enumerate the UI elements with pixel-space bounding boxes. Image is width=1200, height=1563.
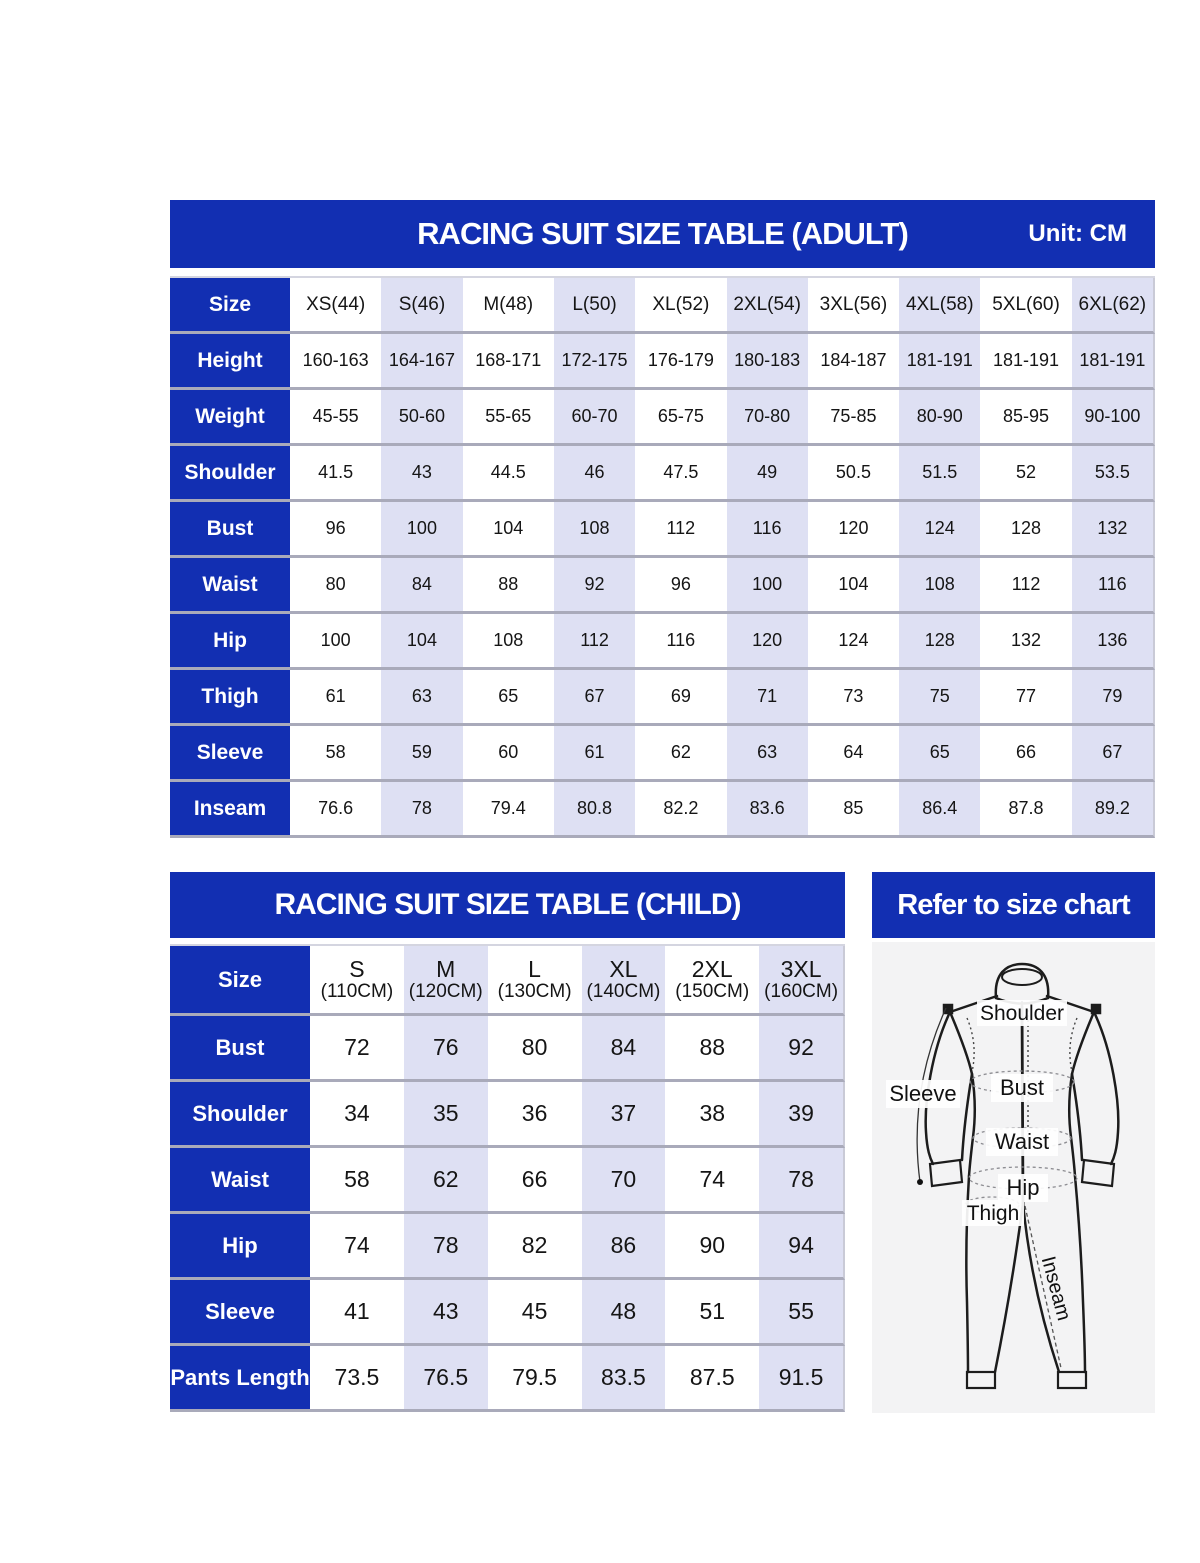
size-header-cell: 6XL(62) — [1072, 278, 1153, 331]
size-chart-title: Refer to size chart — [897, 888, 1130, 921]
value-cell: 47.5 — [640, 446, 721, 499]
value-cell: 34 — [315, 1082, 399, 1145]
row-label: Bust — [170, 1016, 310, 1079]
value-cell: 74 — [315, 1214, 399, 1277]
value-cell: 88 — [468, 558, 549, 611]
value-cell: 172-175 — [554, 334, 635, 387]
value-cell: 39 — [759, 1082, 843, 1145]
child-size-table-section — [170, 872, 845, 1412]
value-cell: 78 — [404, 1214, 488, 1277]
row-label: Waist — [170, 1148, 310, 1211]
value-cell: 76 — [404, 1016, 488, 1079]
size-header-cell: 4XL(58) — [899, 278, 980, 331]
table-row — [170, 390, 1155, 446]
value-cell: 69 — [640, 670, 721, 723]
size-header-cell: M(48) — [468, 278, 549, 331]
value-cell: 51.5 — [899, 446, 980, 499]
value-cell: 96 — [640, 558, 721, 611]
adult-table-titlebar — [170, 200, 1155, 268]
shoulder-label: Shoulder — [979, 1002, 1065, 1025]
value-cell: 124 — [813, 614, 894, 667]
value-cell: 78 — [381, 782, 462, 835]
size-header-cell: XS(44) — [295, 278, 376, 331]
value-cell: 164-167 — [381, 334, 462, 387]
value-cell: 52 — [985, 446, 1066, 499]
size-name: S — [349, 955, 365, 982]
row-label: Hip — [170, 1214, 310, 1277]
value-cell: 46 — [554, 446, 635, 499]
value-cell: 35 — [404, 1082, 488, 1145]
waist-label: Waist — [994, 1129, 1050, 1154]
value-cell: 44.5 — [468, 446, 549, 499]
value-cell: 55 — [759, 1280, 843, 1343]
value-cell: 86 — [582, 1214, 666, 1277]
hip-label: Hip — [1006, 1175, 1040, 1200]
size-header-cell: 3XL(56) — [813, 278, 894, 331]
value-cell: 48 — [582, 1280, 666, 1343]
size-cm: (110CM) — [320, 980, 394, 1002]
child-table-titlebar — [170, 872, 845, 938]
value-cell: 80 — [295, 558, 376, 611]
value-cell: 181-191 — [899, 334, 980, 387]
table-row — [170, 558, 1155, 614]
value-cell: 65-75 — [640, 390, 721, 443]
value-cell: 76.5 — [404, 1346, 488, 1409]
size-cm: (140CM) — [586, 980, 661, 1002]
table-row — [170, 726, 1155, 782]
value-cell: 160-163 — [295, 334, 376, 387]
value-cell: 63 — [727, 726, 808, 779]
size-header-cell — [582, 946, 666, 1013]
size-chart-titlebar — [872, 872, 1155, 938]
value-cell: 76.6 — [295, 782, 376, 835]
row-label: Hip — [170, 614, 290, 667]
table-row — [170, 334, 1155, 390]
value-cell: 136 — [1072, 614, 1153, 667]
table-row — [170, 1082, 845, 1148]
thigh-label: Thigh — [966, 1202, 1020, 1225]
value-cell: 70 — [582, 1148, 666, 1211]
value-cell: 45 — [493, 1280, 577, 1343]
value-cell: 90 — [670, 1214, 754, 1277]
value-cell: 45-55 — [295, 390, 376, 443]
value-cell: 55-65 — [468, 390, 549, 443]
row-label: Inseam — [170, 782, 290, 835]
row-label: Pants Length — [170, 1346, 310, 1409]
value-cell: 100 — [727, 558, 808, 611]
value-cell: 78 — [759, 1148, 843, 1211]
value-cell: 70-80 — [727, 390, 808, 443]
value-cell: 128 — [899, 614, 980, 667]
size-header-cell: 2XL(54) — [727, 278, 808, 331]
size-header-cell — [315, 946, 399, 1013]
value-cell: 180-183 — [727, 334, 808, 387]
value-cell: 51 — [670, 1280, 754, 1343]
value-cell: 120 — [813, 502, 894, 555]
value-cell: 74 — [670, 1148, 754, 1211]
table-row — [170, 1148, 845, 1214]
adult-size-table — [170, 276, 1155, 838]
value-cell: 84 — [582, 1016, 666, 1079]
value-cell: 61 — [295, 670, 376, 723]
row-label: Waist — [170, 558, 290, 611]
value-cell: 50-60 — [381, 390, 462, 443]
value-cell: 66 — [493, 1148, 577, 1211]
value-cell: 104 — [813, 558, 894, 611]
row-label: Height — [170, 334, 290, 387]
table-row — [170, 1016, 845, 1082]
unit-label: Unit: CM — [1028, 220, 1127, 247]
size-name: 3XL — [780, 955, 822, 982]
adult-size-table-section — [170, 200, 1155, 838]
value-cell: 58 — [295, 726, 376, 779]
value-cell: 87.5 — [670, 1346, 754, 1409]
racing-suit-diagram — [872, 942, 1155, 1413]
value-cell: 92 — [554, 558, 635, 611]
row-label: Shoulder — [170, 446, 290, 499]
value-cell: 77 — [985, 670, 1066, 723]
value-cell: 37 — [582, 1082, 666, 1145]
value-cell: 36 — [493, 1082, 577, 1145]
size-header-row — [170, 278, 1155, 334]
size-name: 2XL — [691, 955, 733, 982]
value-cell: 62 — [404, 1148, 488, 1211]
value-cell: 83.5 — [582, 1346, 666, 1409]
value-cell: 124 — [899, 502, 980, 555]
value-cell: 73.5 — [315, 1346, 399, 1409]
row-label: Sleeve — [170, 726, 290, 779]
value-cell: 43 — [404, 1280, 488, 1343]
value-cell: 112 — [985, 558, 1066, 611]
table-row — [170, 1346, 845, 1412]
value-cell: 184-187 — [813, 334, 894, 387]
value-cell: 61 — [554, 726, 635, 779]
table-row — [170, 614, 1155, 670]
child-table-title: RACING SUIT SIZE TABLE (CHILD) — [274, 888, 741, 921]
value-cell: 168-171 — [468, 334, 549, 387]
value-cell: 88 — [670, 1016, 754, 1079]
size-header-cell — [404, 946, 488, 1013]
value-cell: 104 — [468, 502, 549, 555]
value-cell: 43 — [381, 446, 462, 499]
value-cell: 85-95 — [985, 390, 1066, 443]
value-cell: 100 — [381, 502, 462, 555]
child-size-table — [170, 944, 845, 1412]
table-row — [170, 782, 1155, 838]
value-cell: 116 — [727, 502, 808, 555]
value-cell: 49 — [727, 446, 808, 499]
value-cell: 112 — [640, 502, 721, 555]
value-cell: 71 — [727, 670, 808, 723]
value-cell: 65 — [468, 670, 549, 723]
figure-label-backgrounds — [886, 1000, 1067, 1226]
table-row — [170, 670, 1155, 726]
size-header-cell: 5XL(60) — [985, 278, 1066, 331]
value-cell: 86.4 — [899, 782, 980, 835]
table-row — [170, 1280, 845, 1346]
value-cell: 66 — [985, 726, 1066, 779]
value-cell: 89.2 — [1072, 782, 1153, 835]
size-header-cell: S(46) — [381, 278, 462, 331]
value-cell: 60-70 — [554, 390, 635, 443]
value-cell: 62 — [640, 726, 721, 779]
value-cell: 79.4 — [468, 782, 549, 835]
bust-label: Bust — [999, 1075, 1045, 1100]
value-cell: 96 — [295, 502, 376, 555]
row-label: Size — [170, 946, 310, 1013]
value-cell: 41.5 — [295, 446, 376, 499]
value-cell: 80 — [493, 1016, 577, 1079]
value-cell: 83.6 — [727, 782, 808, 835]
value-cell: 116 — [1072, 558, 1153, 611]
value-cell: 128 — [985, 502, 1066, 555]
row-label: Weight — [170, 390, 290, 443]
size-header-cell: L(50) — [554, 278, 635, 331]
value-cell: 181-191 — [1072, 334, 1153, 387]
table-row — [170, 502, 1155, 558]
value-cell: 82 — [493, 1214, 577, 1277]
value-cell: 59 — [381, 726, 462, 779]
value-cell: 41 — [315, 1280, 399, 1343]
value-cell: 82.2 — [640, 782, 721, 835]
value-cell: 80.8 — [554, 782, 635, 835]
size-name: L — [528, 955, 541, 982]
value-cell: 108 — [899, 558, 980, 611]
value-cell: 116 — [640, 614, 721, 667]
row-label: Bust — [170, 502, 290, 555]
value-cell: 132 — [985, 614, 1066, 667]
value-cell: 75-85 — [813, 390, 894, 443]
value-cell: 79 — [1072, 670, 1153, 723]
value-cell: 63 — [381, 670, 462, 723]
value-cell: 67 — [1072, 726, 1153, 779]
value-cell: 53.5 — [1072, 446, 1153, 499]
value-cell: 84 — [381, 558, 462, 611]
value-cell: 90-100 — [1072, 390, 1153, 443]
row-label: Shoulder — [170, 1082, 310, 1145]
value-cell: 120 — [727, 614, 808, 667]
size-cm: (120CM) — [408, 980, 483, 1002]
value-cell: 100 — [295, 614, 376, 667]
size-chart-panel — [872, 872, 1155, 1413]
figure-labels — [889, 1002, 1075, 1323]
table-row — [170, 446, 1155, 502]
inseam-label: Inseam — [1036, 1253, 1075, 1323]
value-cell: 104 — [381, 614, 462, 667]
suit-measurement-figure — [872, 942, 1155, 1413]
value-cell: 67 — [554, 670, 635, 723]
value-cell: 181-191 — [985, 334, 1066, 387]
size-cm: (130CM) — [497, 980, 572, 1002]
value-cell: 132 — [1072, 502, 1153, 555]
table-row — [170, 1214, 845, 1280]
value-cell: 65 — [899, 726, 980, 779]
value-cell: 50.5 — [813, 446, 894, 499]
row-label: Thigh — [170, 670, 290, 723]
value-cell: 85 — [813, 782, 894, 835]
value-cell: 64 — [813, 726, 894, 779]
row-label: Size — [170, 278, 290, 331]
size-header-cell — [493, 946, 577, 1013]
value-cell: 91.5 — [759, 1346, 843, 1409]
value-cell: 87.8 — [985, 782, 1066, 835]
value-cell: 112 — [554, 614, 635, 667]
size-header-cell — [759, 946, 843, 1013]
value-cell: 58 — [315, 1148, 399, 1211]
size-cm: (150CM) — [675, 980, 750, 1002]
value-cell: 108 — [554, 502, 635, 555]
size-name: XL — [609, 955, 638, 982]
sleeve-label: Sleeve — [889, 1081, 957, 1106]
size-header-cell — [670, 946, 754, 1013]
value-cell: 38 — [670, 1082, 754, 1145]
value-cell: 94 — [759, 1214, 843, 1277]
value-cell: 176-179 — [640, 334, 721, 387]
value-cell: 92 — [759, 1016, 843, 1079]
value-cell: 60 — [468, 726, 549, 779]
value-cell: 108 — [468, 614, 549, 667]
value-cell: 79.5 — [493, 1346, 577, 1409]
adult-table-title: RACING SUIT SIZE TABLE (ADULT) — [417, 216, 908, 251]
value-cell: 80-90 — [899, 390, 980, 443]
value-cell: 72 — [315, 1016, 399, 1079]
size-cm: (160CM) — [764, 980, 839, 1002]
row-label: Sleeve — [170, 1280, 310, 1343]
size-header-row — [170, 946, 845, 1016]
value-cell: 73 — [813, 670, 894, 723]
value-cell: 75 — [899, 670, 980, 723]
size-name: M — [436, 955, 456, 982]
size-header-cell: XL(52) — [640, 278, 721, 331]
